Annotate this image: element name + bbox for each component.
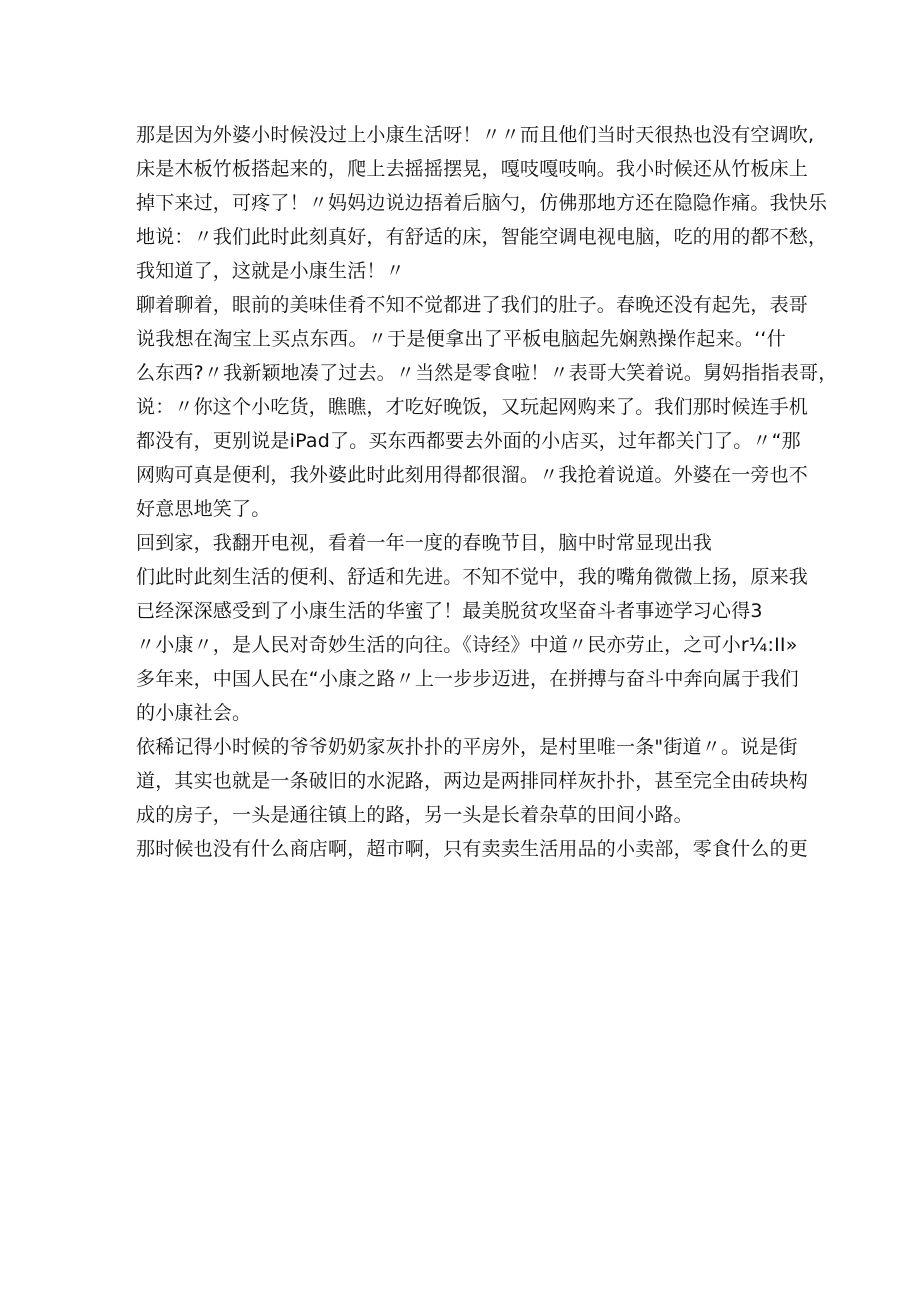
- text-line: 〃小康〃，是人民对奇妙生活的向往。《诗经》中道〃民亦劳止，之可小r¼:II»: [136, 634, 798, 656]
- text-line: 回到家，我翻开电视，看着一年一度的春晚节目，脑中时常显现出我: [136, 532, 713, 554]
- text-line: 依稀记得小时候的爷爷奶奶家灰扑扑的平房外，是村里唯一条"街道〃。说是街: [136, 736, 798, 758]
- document-body: [136, 118, 838, 866]
- text-line: 聊着聊着，眼前的美味佳肴不知不觉都进了我们的肚子。春晚还没有起先，表哥: [136, 294, 809, 316]
- text-line: 我知道了，这就是小康生活！〃: [136, 260, 405, 282]
- text-line: 地说：〃我们此时此刻真好，有舒适的床，智能空调电视电脑，吃的用的都不愁，: [136, 226, 828, 248]
- text-line: 网购可真是便利，我外婆此时此刻用得都很溜。〃我抢着说道。外婆在一旁也不: [136, 464, 809, 486]
- text-line: 成的房子，一头是通往镇上的路，另一头是长着杂草的田间小路。: [136, 804, 693, 826]
- text-line: 的小康社会。: [136, 702, 252, 724]
- text-line: 道，其实也就是一条破旧的水泥路，两边是两排同样灰扑扑，甚至完全由砖块构: [136, 770, 809, 792]
- text-line: 说我想在淘宝上买点东西。〃于是便拿出了平板电脑起先娴熟操作起来。‘‘什: [136, 328, 786, 350]
- text-line: 都没有，更别说是iPad了。买东西都要去外面的小店买，过年都关门了。〃“那: [136, 430, 801, 452]
- text-line: 已经深深感受到了小康生活的华蜜了！最美脱贫攻坚奋斗者事迹学习心得3: [136, 600, 763, 622]
- text-line: 么东西?〃我新颖地凑了过去。〃当然是零食啦！〃表哥大笑着说。舅妈指指表哥，: [136, 362, 838, 384]
- text-line: 们此时此刻生活的便利、舒适和先进。不知不觉中，我的嘴角微微上扬，原来我: [136, 566, 809, 588]
- text-line: 好意思地笑了。: [136, 498, 271, 520]
- text-line: 那时候也没有什么商店啊，超市啊，只有卖卖生活用品的小卖部，零食什么的更: [136, 838, 809, 860]
- text-line: 多年来，中国人民在“小康之路〃上一步步迈进，在拼搏与奋斗中奔向属于我们: [136, 668, 799, 690]
- text-line: 说：〃你这个小吃货，瞧瞧，才吃好晚饭，又玩起网购来了。我们那时候连手机: [136, 396, 809, 418]
- text-line: 掉下来过，可疼了！〃妈妈边说边捂着后脑勺，仿佛那地方还在隐隐作痛。我快乐: [136, 192, 828, 214]
- text-line: 床是木板竹板搭起来的，爬上去摇摇摆晃，嘎吱嘎吱响。我小时候还从竹板床上: [136, 158, 809, 180]
- text-line: 那是因为外婆小时候没过上小康生活呀！〃〃而且他们当时天很热也没有空调吹,: [136, 124, 815, 146]
